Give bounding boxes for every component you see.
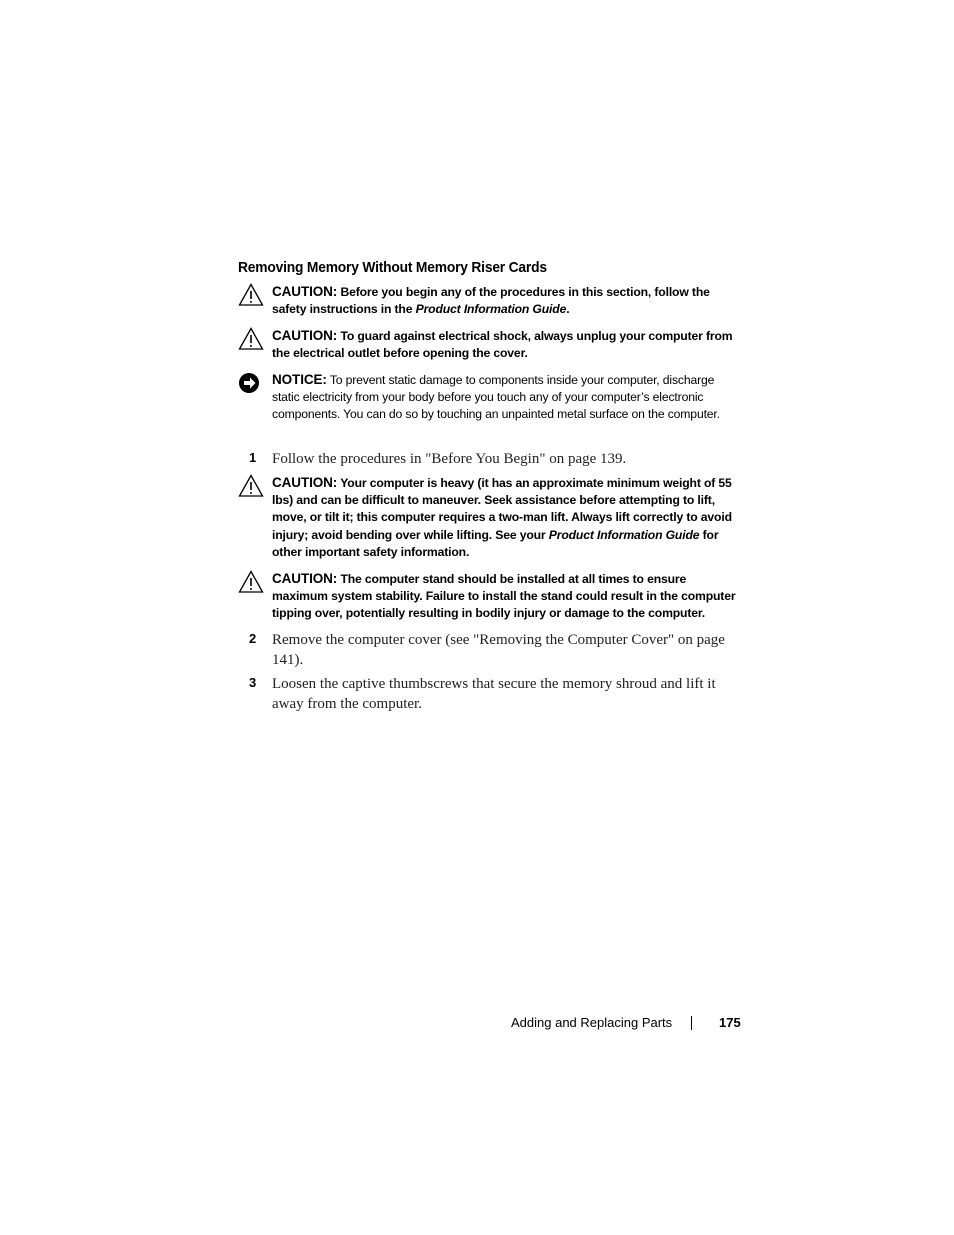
caution-notice	[238, 474, 738, 561]
caution-emphasis: Product Information Guide	[548, 527, 700, 542]
footer-divider	[691, 1016, 692, 1030]
caution-triangle-icon	[238, 283, 264, 307]
caution-label: CAUTION:	[272, 571, 338, 586]
caution-label: CAUTION:	[272, 328, 338, 343]
caution-text	[272, 570, 738, 623]
step-text: Loosen the captive thumbscrews that secure the memory shroud and lift it away from the computer.	[272, 676, 716, 712]
caution-notice	[238, 570, 738, 623]
step-text: Remove the computer cover (see "Removing the Computer Cover" on page 141).	[272, 632, 725, 668]
caution-text	[272, 283, 738, 318]
page-footer	[511, 1015, 741, 1030]
caution-body-end: for other important safety information.	[272, 527, 719, 559]
notice-label: NOTICE:	[272, 372, 327, 387]
procedure-step	[238, 631, 738, 670]
caution-body: The computer stand should be installed at all times to ensure maximum system stability. Failure to install the stand could result in the computer tipping over, potentially resulting in bodily injury or damage to the computer.	[272, 572, 736, 621]
step-text: Follow the procedures in "Before You Begin" on page 139.	[272, 451, 627, 467]
caution-emphasis: Product Information Guide	[415, 302, 567, 317]
step-number: 3	[249, 675, 257, 690]
caution-body-end: .	[566, 302, 570, 317]
caution-notice	[238, 327, 738, 362]
step-number: 1	[249, 450, 257, 465]
caution-triangle-icon	[238, 474, 264, 498]
notice-body: To prevent static damage to components inside your computer, discharge static electricity from your body before you touch any of your computer’s electronic components. You can do so by touching an unpainted metal surface on the computer.	[272, 373, 720, 422]
procedure-step	[238, 450, 738, 470]
caution-text	[272, 474, 738, 561]
caution-body: Before you begin any of the procedures in this section, follow the safety instructions in the	[272, 285, 710, 317]
notice-block	[238, 371, 738, 424]
caution-triangle-icon	[238, 570, 264, 594]
caution-body: To guard against electrical shock, always unplug your computer from the electrical outlet before opening the cover.	[272, 329, 733, 361]
notice-stop-icon	[238, 371, 264, 395]
caution-label: CAUTION:	[272, 475, 338, 490]
section-heading: Removing Memory Without Memory Riser Cards	[238, 259, 547, 276]
caution-body: Your computer is heavy (it has an approximate minimum weight of 55 lbs) and can be difficult to maneuver. Seek assistance before attempting to lift, move, or tilt it; this computer requires a two-man lift. Always lift correctly to avoid injury; avoid bending over while lifting. See your	[272, 476, 732, 542]
caution-label: CAUTION:	[272, 284, 338, 299]
procedure-step	[238, 675, 738, 714]
page-number: 175	[719, 1015, 741, 1030]
caution-notice	[238, 283, 738, 318]
caution-triangle-icon	[238, 327, 264, 351]
step-number: 2	[249, 631, 257, 646]
footer-section-title: Adding and Replacing Parts	[511, 1015, 673, 1030]
caution-text	[272, 327, 738, 362]
notice-text	[272, 371, 738, 424]
